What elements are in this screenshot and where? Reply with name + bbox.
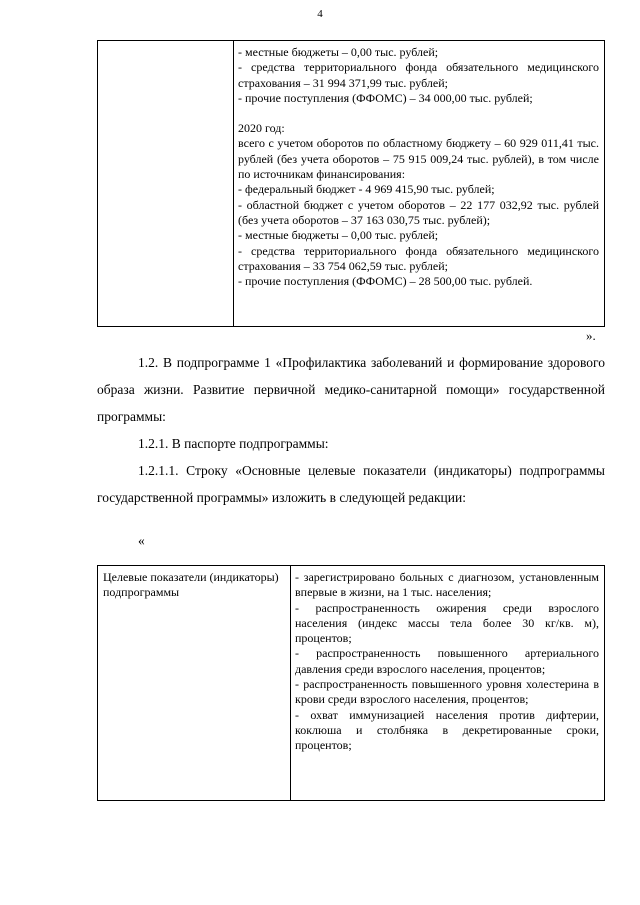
financing-table-label-cell — [98, 41, 234, 327]
indicator-item: - распространенность повышенного уровня холестерина в крови среди взрослого населения, процентов; — [295, 677, 599, 707]
financing-line: - прочие поступления (ФФОМС) – 34 000,00 тыс. рублей; — [238, 90, 533, 105]
financing-line: - местные бюджеты – 0,00 тыс. рублей; — [238, 228, 439, 243]
financing-line: всего с учетом оборотов по областному бюджету – 60 929 011,41 тыс. рублей (без учета оборотов – 75 915 009,24 тыс. рублей), в том числе по источникам финансирования: — [238, 136, 599, 182]
closing-quote: ». — [586, 328, 596, 343]
financing-line: - средства территориального фонда обязательного медицинского страхования – 33 754 062,59 тыс. рублей; — [238, 243, 599, 273]
indicator-item: - охват иммунизацией населения против дифтерии, коклюша и столбняка в декретированные сроки, процентов; — [295, 707, 599, 753]
indicators-label-cell: Целевые показатели (индикаторы) подпрограммы — [98, 566, 291, 801]
page-number: 4 — [317, 8, 323, 20]
financing-table — [97, 40, 605, 327]
paragraph-text: 1.2. В подпрограмме 1 «Профилактика заболеваний и формирование здорового образа жизни. Развитие первичной медико-санитарной помощи» государственной программы: — [97, 355, 605, 424]
indicator-item: - распространенность повышенного артериального давления среди взрослого населения, процентов; — [295, 646, 599, 676]
financing-table-value-cell — [234, 41, 605, 327]
year-label: 2020 год: — [238, 121, 285, 136]
paragraph-1-2-1-1: 1.2.1.1. Строку «Основные целевые показатели (индикаторы) подпрограммы государственной программы» изложить в следующей редакции: — [97, 463, 605, 505]
indicator-item: - зарегистрировано больных с диагнозом, установленным впервые в жизни, на 1 тыс. населения; — [295, 570, 599, 600]
indicator-item: - распространенность ожирения среди взрослого населения (индекс массы тела более 30 кг/кв. м), процентов; — [295, 600, 599, 646]
financing-line: - федеральный бюджет - 4 969 415,90 тыс. рублей; — [238, 182, 495, 197]
financing-line: - прочие поступления (ФФОМС) – 28 500,00 тыс. рублей. — [238, 274, 533, 289]
financing-line: - местные бюджеты – 0,00 тыс. рублей; — [238, 45, 439, 59]
financing-line: - средства территориального фонда обязательного медицинского страхования – 31 994 371,99 тыс. рублей; — [238, 60, 599, 90]
opening-quote: « — [138, 533, 145, 548]
indicators-table — [97, 565, 605, 801]
paragraph-1-2-1: 1.2.1. В паспорте подпрограммы: — [138, 436, 329, 451]
financing-line: - областной бюджет с учетом оборотов – 22 177 032,92 тыс. рублей (без учета оборотов – 37 163 030,75 тыс. рублей); — [238, 197, 599, 227]
paragraph-1-2 — [97, 349, 605, 430]
indicators-list-cell — [291, 566, 605, 801]
